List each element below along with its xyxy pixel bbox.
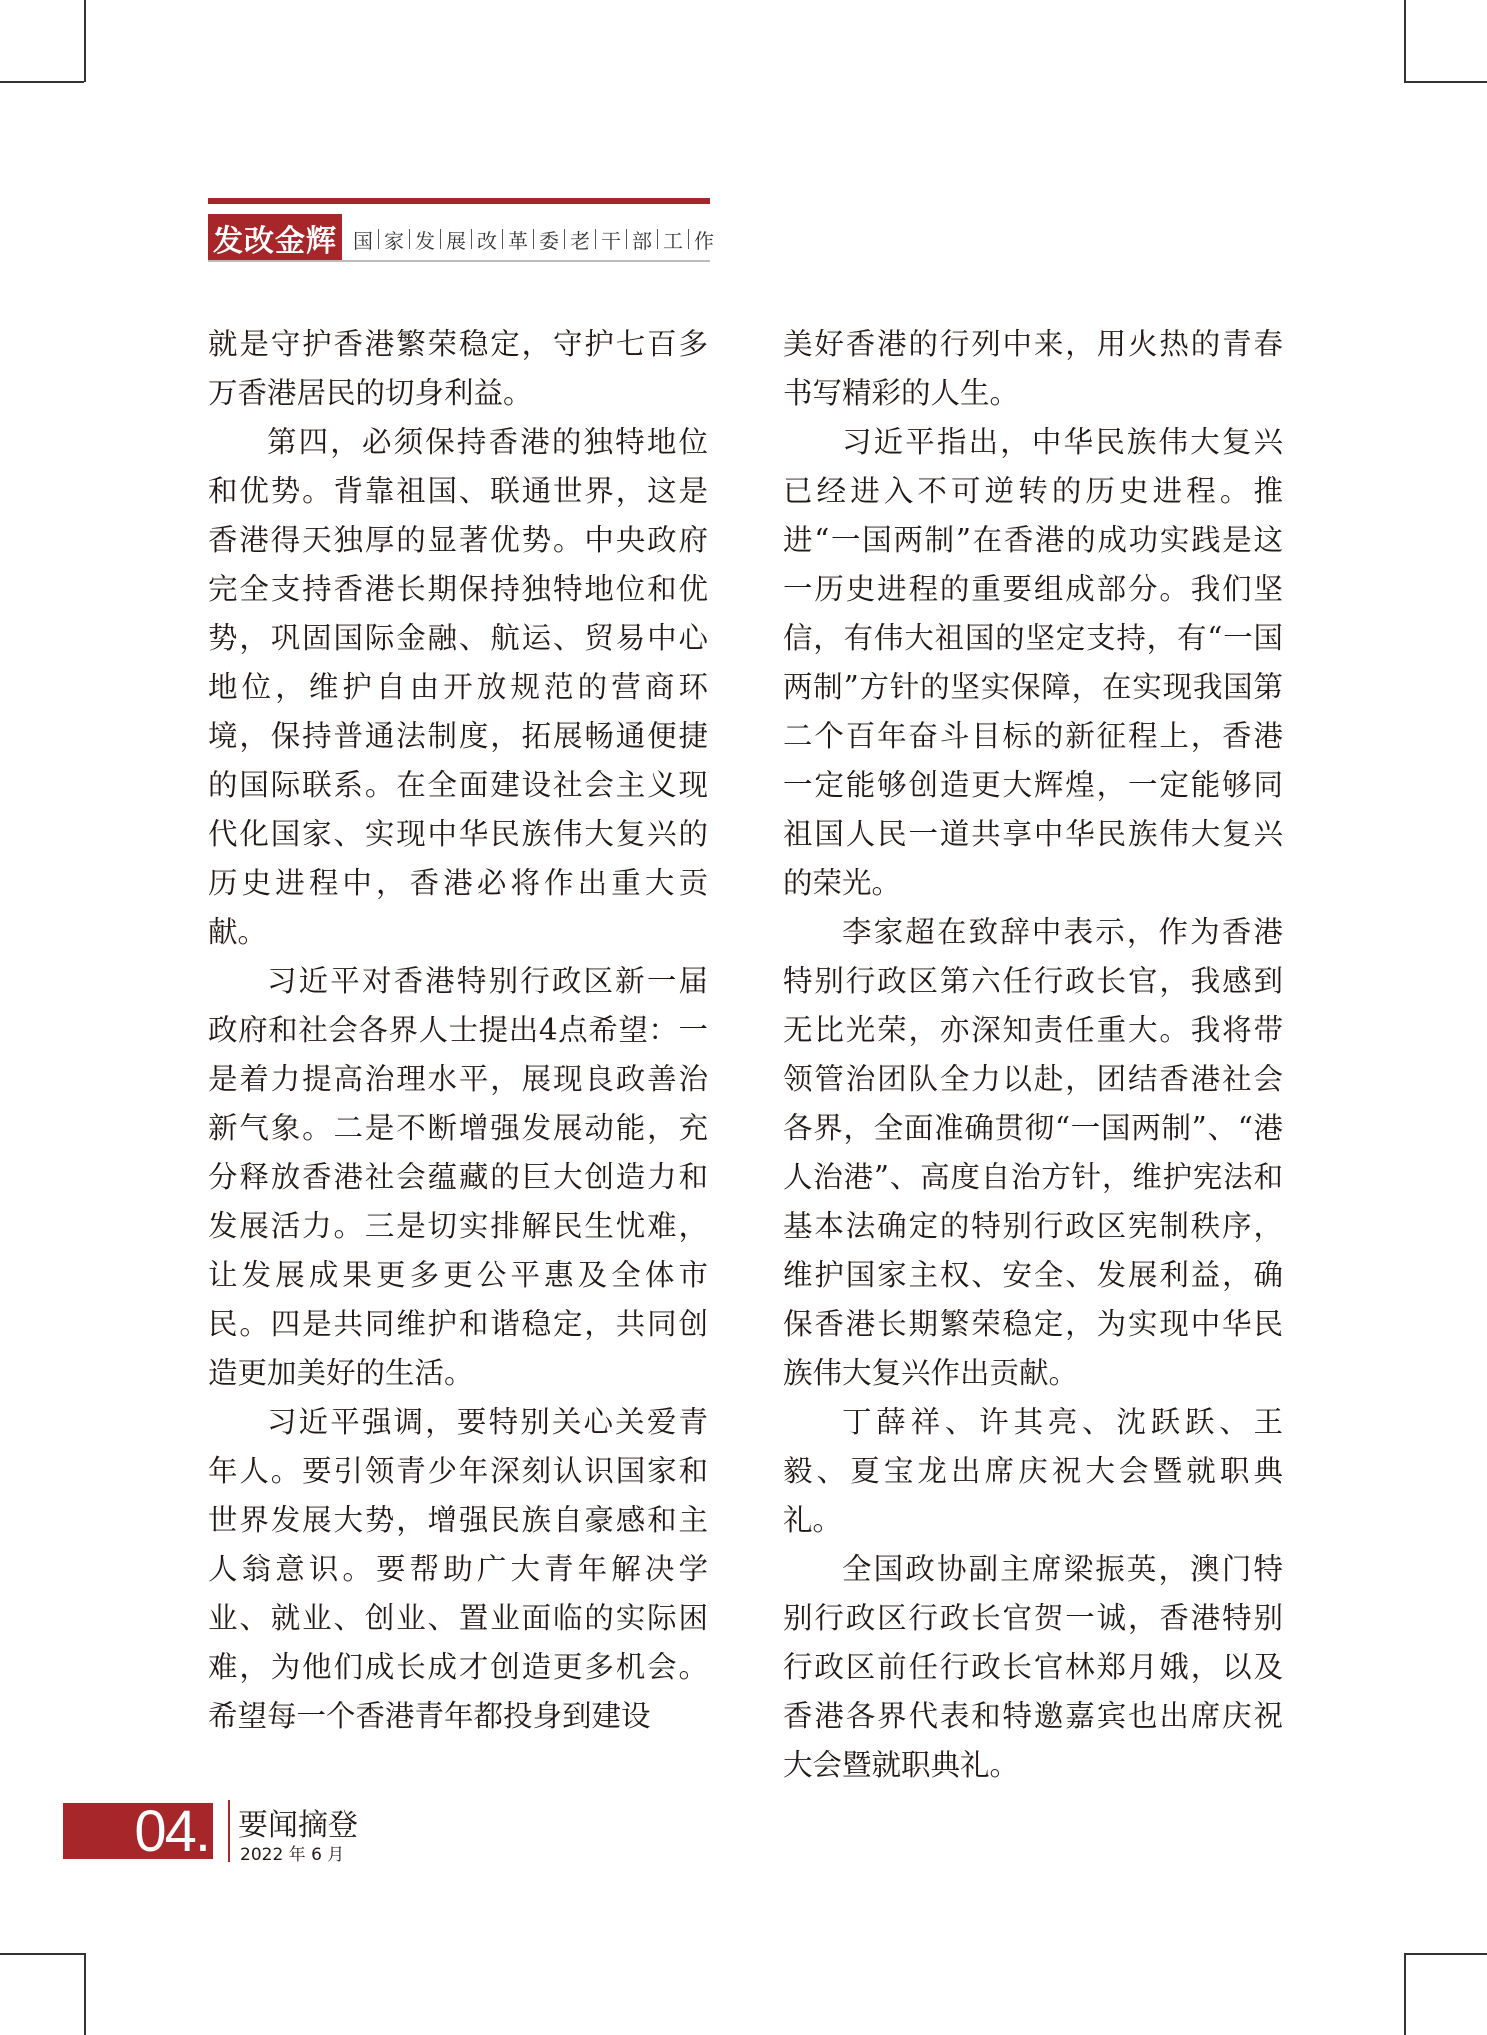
header-underline bbox=[208, 260, 710, 262]
paragraph: 美好香港的行列中来，用火热的青春书写精彩的人生。 bbox=[783, 327, 1283, 410]
subtitle-separator bbox=[502, 229, 503, 249]
paragraph: 李家超在致辞中表示，作为香港特别行政区第六任行政长官，我感到无比光荣，亦深知责任重大。我将带领管治团队全力以赴，团结香港社会各界，全面准确贯彻“一国两制”、“港人治港”、高度自治方针，维护宪法和基本法确定的特别行政区宪制秩序，维护国家主权、安全、发展利益，确保香港长期繁荣稳定，为实现中华民族伟大复兴作出贡献。 bbox=[783, 915, 1283, 1390]
crop-mark bbox=[0, 81, 84, 83]
subtitle-char: 部 bbox=[632, 228, 652, 253]
subtitle-char: 作 bbox=[694, 228, 714, 253]
subtitle-char: 家 bbox=[384, 228, 404, 253]
subtitle-separator bbox=[378, 229, 379, 249]
paragraph: 全国政协副主席梁振英，澳门特别行政区行政长官贺一诚，香港特别行政区前任行政长官林郑月娥，以及香港各界代表和特邀嘉宾也出席庆祝大会暨就职典礼。 bbox=[783, 1552, 1283, 1782]
subtitle-char: 工 bbox=[663, 228, 683, 253]
subtitle-char: 干 bbox=[601, 228, 621, 253]
paragraph: 习近平对香港特别行政区新一届政府和社会各界人士提出4点希望：一是着力提高治理水平，展现良政善治新气象。二是不断增强发展动能，充分释放香港社会蕴藏的巨大创造力和发展活力。三是切实排解民生忧难，让发展成果更多更公平惠及全体市民。四是共同维护和谐稳定，共同创造更加美好的生活。 bbox=[208, 964, 708, 1390]
subtitle-separator bbox=[688, 229, 689, 249]
subtitle-char: 发 bbox=[415, 228, 435, 253]
paragraph: 丁薛祥、许其亮、沈跃跃、王毅、夏宝龙出席庆祝大会暨就职典礼。 bbox=[783, 1405, 1283, 1537]
right-column bbox=[783, 320, 1283, 1790]
crop-mark bbox=[1404, 0, 1406, 82]
subtitle-separator bbox=[626, 229, 627, 249]
issue-date: 2022 年 6 月 bbox=[240, 1845, 345, 1865]
left-column bbox=[208, 320, 708, 1741]
paragraph: 习近平强调，要特别关心关爱青年人。要引领青少年深刻认识国家和世界发展大势，增强民族自豪感和主人翁意识。要帮助广大青年解决学业、就业、创业、置业面临的实际困难，为他们成长成才创造更多机会。希望每一个香港青年都投身到建设 bbox=[208, 1405, 708, 1733]
subtitle-char: 老 bbox=[570, 228, 590, 253]
subtitle-separator bbox=[564, 229, 565, 249]
subtitle-char: 改 bbox=[477, 228, 497, 253]
magazine-logo: 发改金辉 bbox=[208, 214, 342, 262]
crop-mark bbox=[1404, 1953, 1406, 2035]
crop-mark bbox=[1404, 81, 1487, 83]
paragraph: 习近平指出，中华民族伟大复兴已经进入不可逆转的历史进程。推进“一国两制”在香港的成功实践是这一历史进程的重要组成部分。我们坚信，有伟大祖国的坚定支持，有“一国两制”方针的坚实保障，在实现我国第二个百年奋斗目标的新征程上，香港一定能够创造更大辉煌，一定能够同祖国人民一道共享中华民族伟大复兴的荣光。 bbox=[783, 425, 1283, 900]
subtitle-separator bbox=[533, 229, 534, 249]
subtitle-separator bbox=[440, 229, 441, 249]
subtitle-separator bbox=[471, 229, 472, 249]
subtitle-separator bbox=[595, 229, 596, 249]
header-rule bbox=[208, 198, 710, 204]
paragraph: 就是守护香港繁荣稳定，守护七百多万香港居民的切身利益。 bbox=[208, 327, 708, 410]
subtitle-char: 革 bbox=[508, 228, 528, 253]
subtitle-char: 委 bbox=[539, 228, 559, 253]
paragraph: 第四，必须保持香港的独特地位和优势。背靠祖国、联通世界，这是香港得天独厚的显著优势。中央政府完全支持香港长期保持独特地位和优势，巩固国际金融、航运、贸易中心地位，维护自由开放规范的营商环境，保持普通法制度，拓展畅通便捷的国际联系。在全面建设社会主义现代化国家、实现中华民族伟大复兴的历史进程中，香港必将作出重大贡献。 bbox=[208, 425, 708, 949]
crop-mark bbox=[84, 1953, 86, 2035]
header-subtitle bbox=[352, 224, 715, 254]
subtitle-separator bbox=[657, 229, 658, 249]
page-number: 04. bbox=[63, 1803, 213, 1859]
crop-mark bbox=[0, 1953, 84, 1955]
subtitle-separator bbox=[409, 229, 410, 249]
crop-mark bbox=[84, 0, 86, 82]
crop-mark bbox=[1404, 1953, 1487, 1955]
subtitle-char: 展 bbox=[446, 228, 466, 253]
subtitle-char: 国 bbox=[353, 228, 373, 253]
footer-divider bbox=[228, 1800, 230, 1862]
section-title: 要闻摘登 bbox=[238, 1808, 358, 1843]
